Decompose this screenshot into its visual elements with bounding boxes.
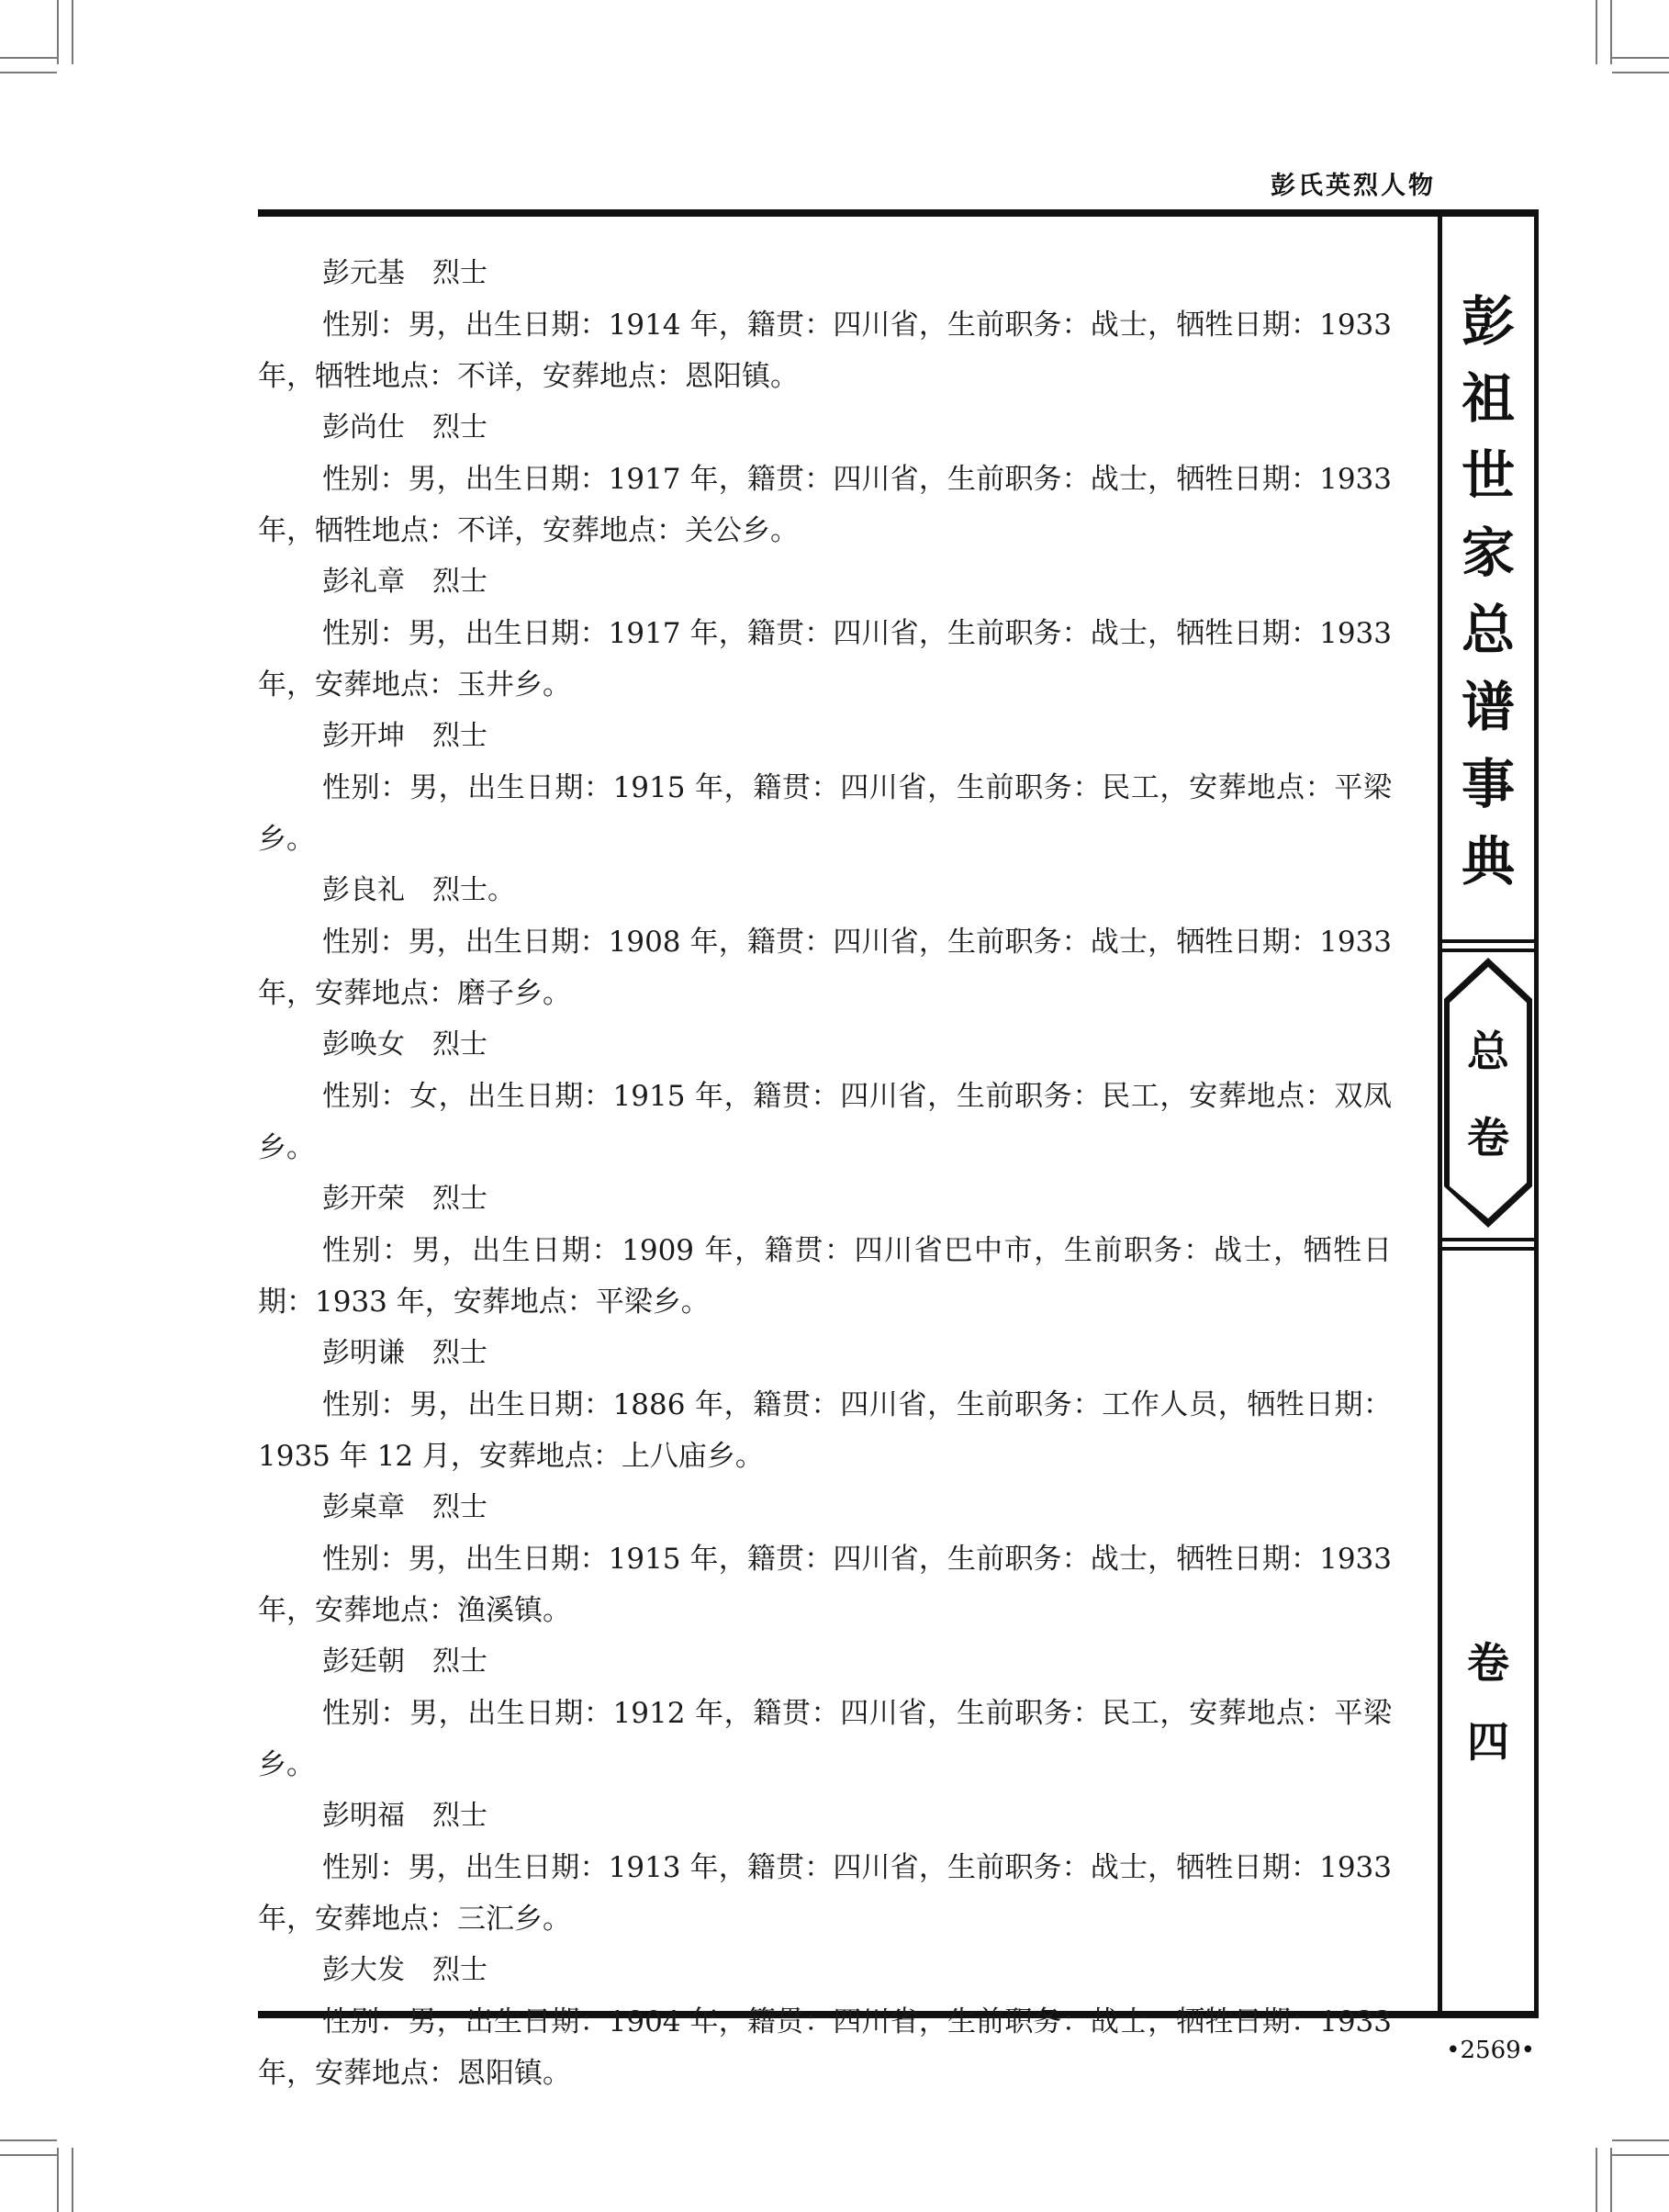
spine-banner xyxy=(1438,209,1539,2018)
crop-mark xyxy=(1610,0,1612,64)
running-head: 彭氏英烈人物 xyxy=(1271,172,1436,200)
entry-name: 彭良礼 烈士。 xyxy=(322,874,515,906)
crop-mark xyxy=(0,2139,57,2141)
entry-name: 彭尚仕 烈士 xyxy=(322,411,487,444)
entry-detail: 性别：男，出生日期：1915 年，籍贯：四川省，生前职务：战士，牺牲日期：1933 年，安葬地点：渔溪镇。 xyxy=(258,1543,1392,1627)
entry xyxy=(258,1019,1392,1173)
entry-name: 彭大发 烈士 xyxy=(322,1954,487,1986)
spine-divider xyxy=(1442,1247,1534,1251)
entry-name: 彭礼章 烈士 xyxy=(322,566,487,598)
spine-divider xyxy=(1442,949,1534,952)
spine-volume-char: 卷 xyxy=(1467,1113,1509,1162)
spine-chapter-char: 四 xyxy=(1467,1717,1509,1767)
spine-title-char: 典 xyxy=(1461,830,1515,893)
entry-name: 彭元基 烈士 xyxy=(322,257,487,289)
spine-title-char: 事 xyxy=(1461,753,1515,815)
spine-divider xyxy=(1442,939,1534,943)
spine-chapter-char: 卷 xyxy=(1467,1638,1509,1688)
crop-mark xyxy=(72,2148,73,2212)
crop-mark xyxy=(0,57,57,59)
crop-mark xyxy=(57,0,59,64)
crop-mark xyxy=(1596,0,1597,64)
entry-name: 彭桌章 烈士 xyxy=(322,1491,487,1523)
crop-mark xyxy=(1596,2148,1597,2212)
entry-name: 彭开坤 烈士 xyxy=(322,720,487,752)
entry-name: 彭明福 烈士 xyxy=(322,1800,487,1832)
entry xyxy=(258,1173,1392,1328)
entry-detail: 性别：男，出生日期：1912 年，籍贯：四川省，生前职务：民工，安葬地点：平梁乡。 xyxy=(258,1697,1392,1781)
entry xyxy=(258,711,1392,865)
entry xyxy=(258,1945,1392,2099)
spine-volume-label xyxy=(1442,1008,1534,1181)
crop-mark xyxy=(1612,2139,1669,2141)
entry xyxy=(258,556,1392,711)
page-number: •2569• xyxy=(1446,2037,1535,2064)
entry-detail: 性别：男，出生日期：1915 年，籍贯：四川省，生前职务：民工，安葬地点：平梁乡。 xyxy=(258,771,1392,856)
entry-name: 彭唤女 烈士 xyxy=(322,1028,487,1061)
entry-detail: 性别：男，出生日期：1917 年，籍贯：四川省，生前职务：战士，牺牲日期：1933 年，牺牲地点：不详，安葬地点：关公乡。 xyxy=(258,463,1392,547)
entry-detail: 性别：男，出生日期：1904 年，籍贯：四川省，生前职务：战士，牺牲日期：1933 年，安葬地点：恩阳镇。 xyxy=(258,2005,1392,2090)
entry xyxy=(258,1791,1392,1945)
entry-name: 彭明谦 烈士 xyxy=(322,1337,487,1369)
spine-title-char: 谱 xyxy=(1461,676,1515,738)
spine-title-char: 祖 xyxy=(1461,367,1515,430)
entry-detail: 性别：男，出生日期：1908 年，籍贯：四川省，生前职务：战士，牺牲日期：1933 年，安葬地点：磨子乡。 xyxy=(258,926,1392,1010)
entry-detail: 性别：女，出生日期：1915 年，籍贯：四川省，生前职务：民工，安葬地点：双凤乡。 xyxy=(258,1080,1392,1164)
entry xyxy=(258,865,1392,1019)
entry xyxy=(258,1482,1392,1636)
entry-detail: 性别：男，出生日期：1917 年，籍贯：四川省，生前职务：战士，牺牲日期：1933 年，安葬地点：玉井乡。 xyxy=(258,617,1392,702)
entry-name: 彭开荣 烈士 xyxy=(322,1183,487,1215)
spine-title xyxy=(1442,283,1534,900)
entry xyxy=(258,1636,1392,1791)
entry-detail: 性别：男，出生日期：1913 年，籍贯：四川省，生前职务：战士，牺牲日期：1933 年，安葬地点：三汇乡。 xyxy=(258,1851,1392,1936)
spine-chapter-label xyxy=(1442,1623,1534,1781)
entry xyxy=(258,402,1392,556)
spine-volume-char: 总 xyxy=(1467,1027,1509,1076)
crop-mark xyxy=(1612,2154,1669,2156)
entry-detail: 性别：男，出生日期：1886 年，籍贯：四川省，生前职务：工作人员，牺牲日期：1935 年 12 月，安葬地点：上八庙乡。 xyxy=(258,1388,1392,1473)
spine-title-char: 彭 xyxy=(1461,290,1515,353)
crop-mark xyxy=(1612,72,1669,73)
entry-name: 彭廷朝 烈士 xyxy=(322,1645,487,1678)
entry-detail: 性别：男，出生日期：1909 年，籍贯：四川省巴中市，生前职务：战士，牺牲日期：1933 年，安葬地点：平梁乡。 xyxy=(258,1234,1392,1319)
entry xyxy=(258,248,1392,402)
crop-mark xyxy=(1610,2148,1612,2212)
crop-mark xyxy=(1612,57,1669,59)
crop-mark xyxy=(72,0,73,64)
crop-mark xyxy=(57,2148,59,2212)
entry-list xyxy=(258,248,1392,2099)
spine-title-char: 世 xyxy=(1461,444,1515,507)
spine-divider xyxy=(1442,1238,1534,1241)
entry xyxy=(258,1328,1392,1482)
spine-title-char: 家 xyxy=(1461,522,1515,584)
spine-title-char: 总 xyxy=(1461,599,1515,661)
entry-detail: 性别：男，出生日期：1914 年，籍贯：四川省，生前职务：战士，牺牲日期：1933 年，牺牲地点：不详，安葬地点：恩阳镇。 xyxy=(258,309,1392,393)
top-rule xyxy=(258,209,1539,217)
crop-mark xyxy=(0,72,57,73)
crop-mark xyxy=(0,2154,57,2156)
